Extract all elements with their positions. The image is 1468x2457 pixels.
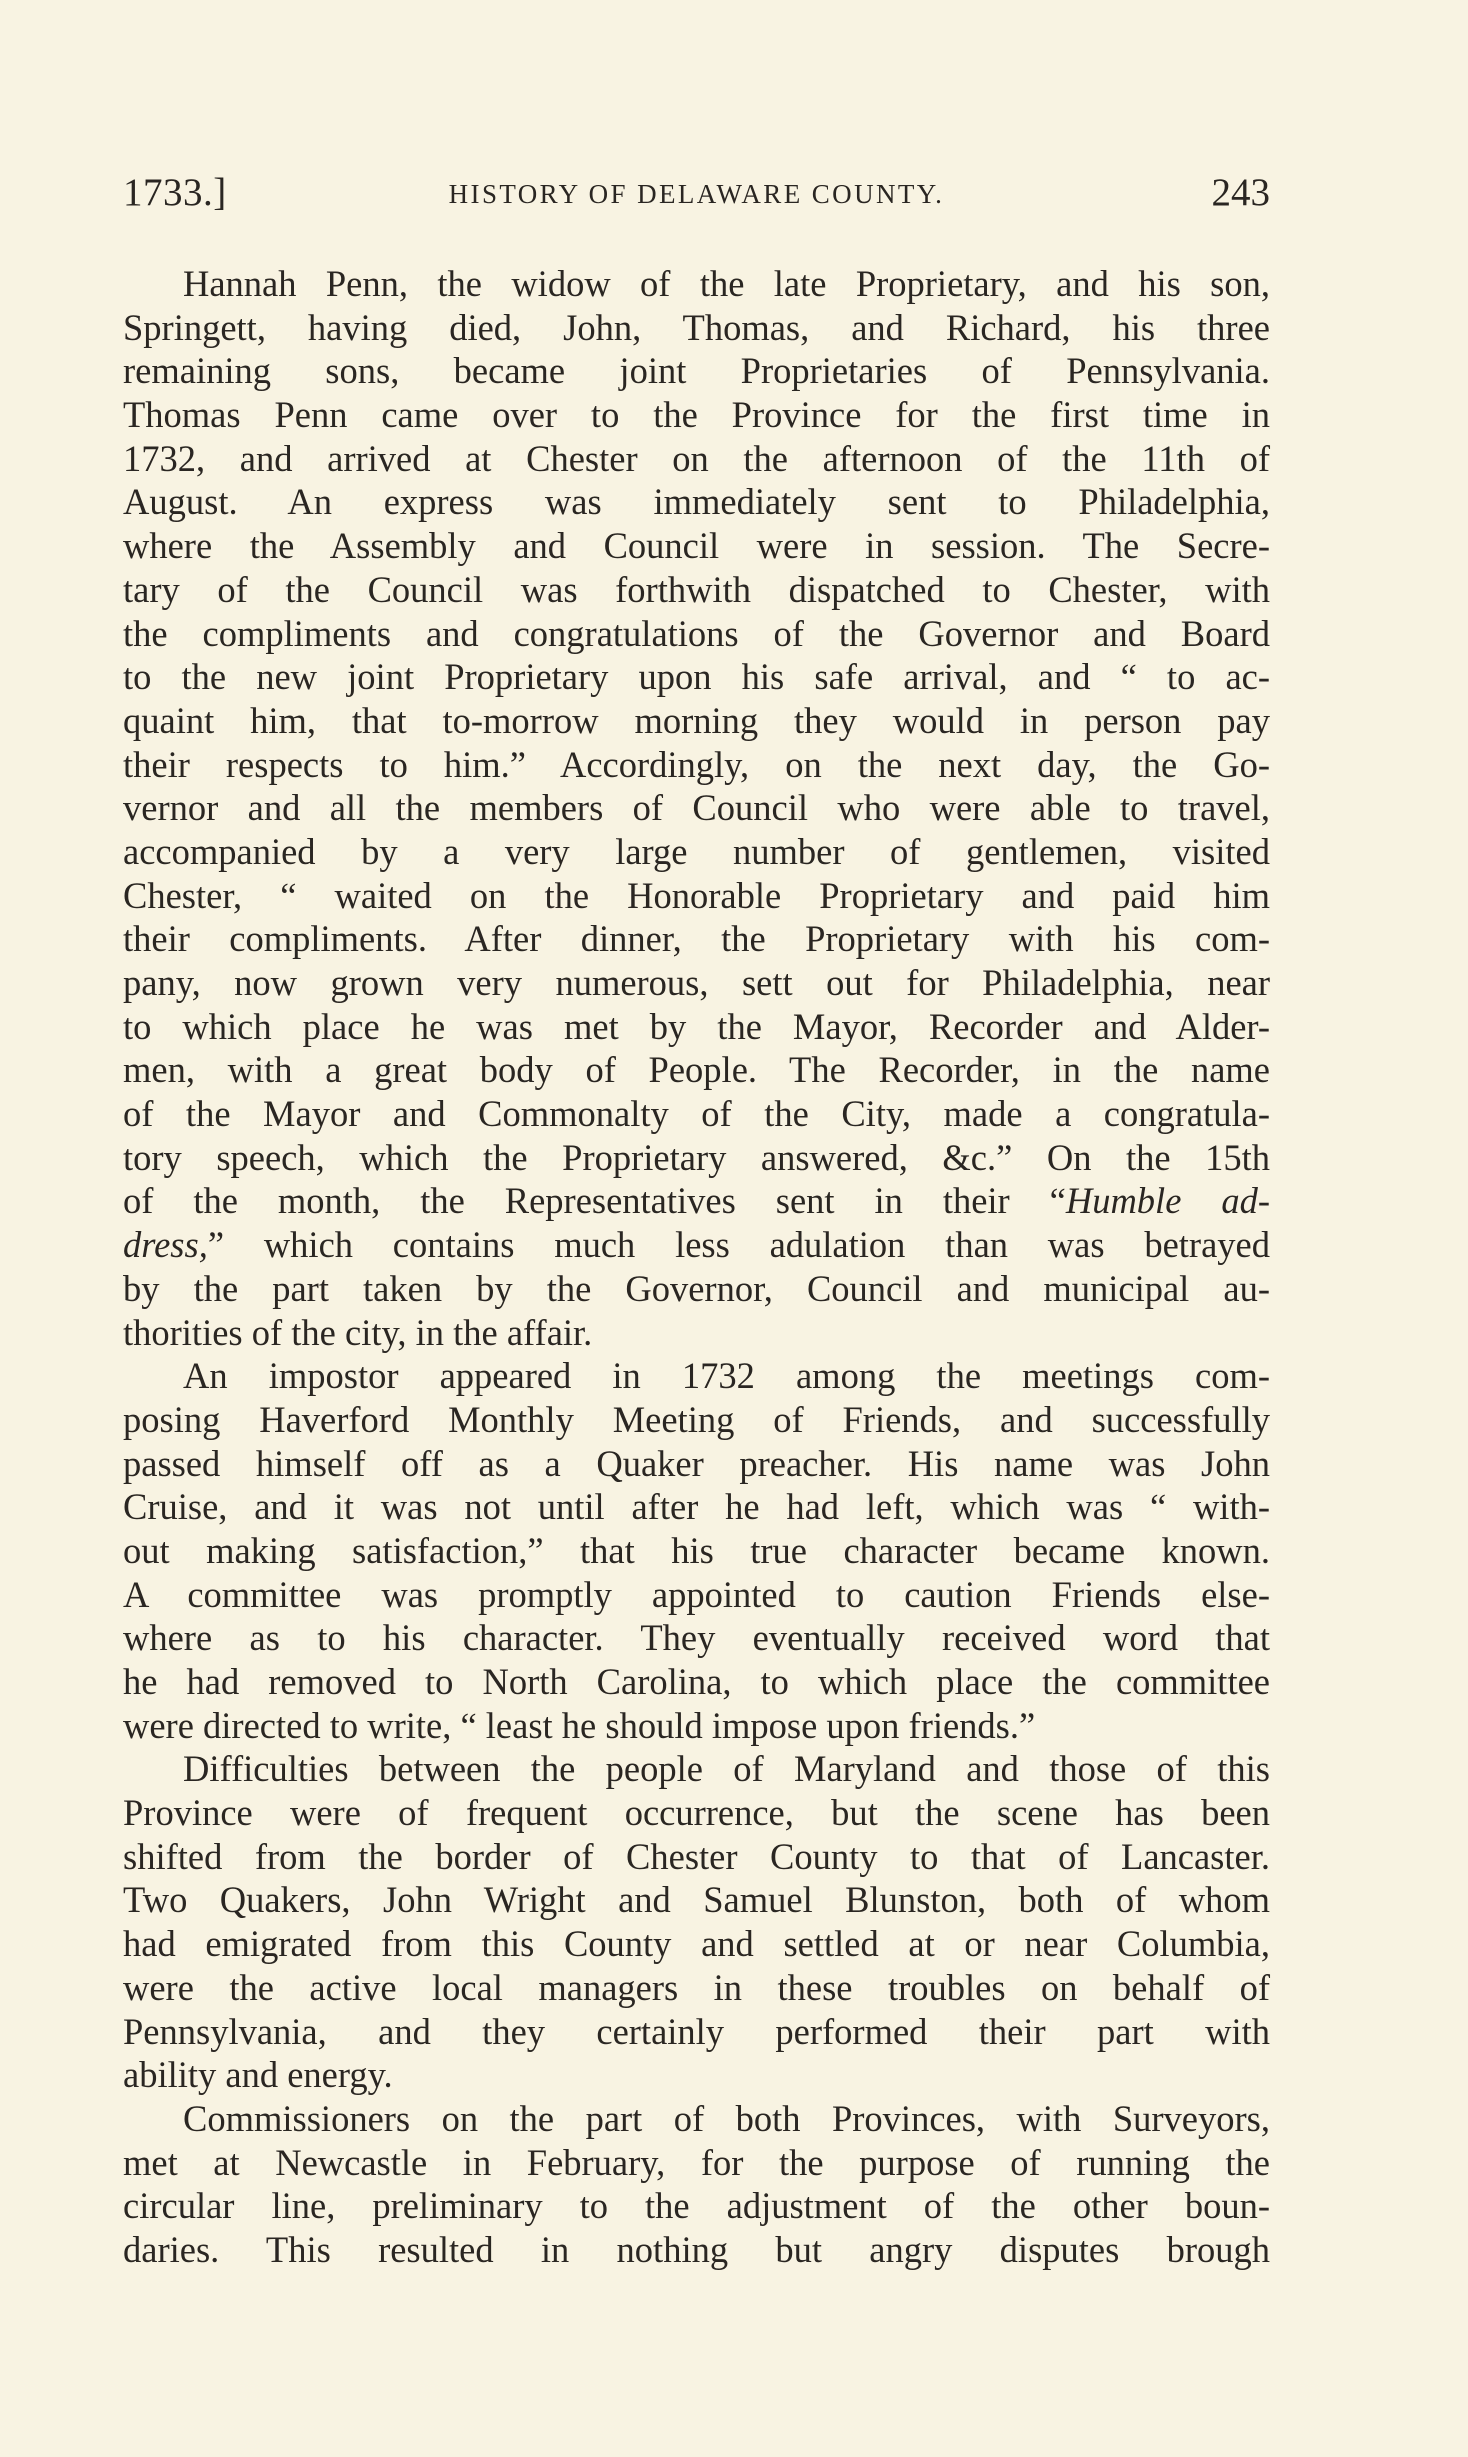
text-line: tory speech, which the Proprietary answered, &c.” On the 15th: [123, 1136, 1270, 1178]
text-line: August. An express was immediately sent to Philadelphia,: [123, 481, 1270, 523]
text-line: An impostor appeared in 1732 among the meetings com-: [183, 1355, 1270, 1397]
text-line: by the part taken by the Governor, Council and municipal au-: [123, 1267, 1270, 1309]
italic-phrase: Humble ad-: [1065, 1180, 1270, 1222]
body-text: [123, 262, 1270, 2272]
page-number: 243: [1211, 171, 1270, 214]
text-line: quaint him, that to-morrow morning they would in person pay: [123, 699, 1270, 741]
text-line: Province were of frequent occurrence, but the scene has been: [123, 1792, 1270, 1834]
text-line: of the Mayor and Commonalty of the City, made a congratula-: [123, 1093, 1270, 1135]
text-line: he had removed to North Carolina, to which place the committee: [123, 1661, 1270, 1702]
text-segment: ” which contains much less adulation than was betrayed: [207, 1224, 1270, 1266]
text-line: 1732, and arrived at Chester on the afternoon of the 11th of: [123, 437, 1270, 479]
text-line: were directed to write, “ least he should impose upon friends.”: [123, 1704, 1036, 1746]
running-head-year: 1733.]: [123, 171, 227, 214]
text-segment: of the month, the Representatives sent in their “: [123, 1180, 1066, 1222]
paragraph-3: [123, 1747, 1270, 2097]
running-head-title: HISTORY OF DELAWARE COUNTY.: [448, 179, 945, 209]
text-line: ability and energy.: [123, 2054, 393, 2096]
text-line: accompanied by a very large number of gentlemen, visited: [123, 830, 1270, 872]
text-line: where the Assembly and Council were in session. The Secre-: [123, 525, 1270, 567]
text-line: out making satisfaction,” that his true character became known.: [123, 1529, 1270, 1571]
text-line: tary of the Council was forthwith dispatched to Chester, with: [123, 568, 1270, 610]
text-line: A committee was promptly appointed to caution Friends else-: [123, 1573, 1270, 1615]
text-line: men, with a great body of People. The Recorder, in the name: [123, 1049, 1270, 1091]
text-line: remaining sons, became joint Proprietaries of Pennsylvania.: [123, 350, 1270, 392]
text-line: their respects to him.” Accordingly, on the next day, the Go-: [123, 743, 1270, 785]
text-line: posing Haverford Monthly Meeting of Friends, and successfully: [123, 1398, 1270, 1440]
text-line: Difficulties between the people of Maryland and those of this: [183, 1748, 1270, 1790]
text-line: the compliments and congratulations of the Governor and Board: [123, 612, 1270, 654]
text-line: Commissioners on the part of both Provinces, with Surveyors,: [183, 2097, 1270, 2139]
text-line: were the active local managers in these troubles on behalf of: [123, 1966, 1270, 2008]
text-line: Pennsylvania, and they certainly performed their part with: [123, 2010, 1270, 2052]
text-line: Hannah Penn, the widow of the late Proprietary, and his son,: [183, 263, 1270, 304]
text-line: to which place he was met by the Mayor, Recorder and Alder-: [123, 1005, 1270, 1047]
text-line: circular line, preliminary to the adjustment of the other boun-: [123, 2185, 1270, 2227]
text-line: vernor and all the members of Council who were able to travel,: [123, 787, 1270, 829]
italic-phrase: dress,: [123, 1224, 208, 1266]
text-line: thorities of the city, in the affair.: [123, 1311, 593, 1353]
text-line: where as to his character. They eventually received word that: [123, 1617, 1270, 1659]
text-line: Two Quakers, John Wright and Samuel Blunston, both of whom: [123, 1879, 1270, 1921]
text-line: daries. This resulted in nothing but angry disputes brough: [123, 2228, 1270, 2270]
text-line-with-italic: [123, 1223, 1270, 1267]
text-line: Thomas Penn came over to the Province for the first time in: [123, 394, 1270, 436]
paragraph-2: [123, 1354, 1270, 1747]
text-line: Springett, having died, John, Thomas, and Richard, his three: [123, 306, 1270, 348]
text-line: shifted from the border of Chester County to that of Lancaster.: [123, 1835, 1270, 1877]
text-line: Chester, “ waited on the Honorable Proprietary and paid him: [123, 874, 1270, 916]
text-line: passed himself off as a Quaker preacher. His name was John: [123, 1442, 1270, 1484]
paragraph-4: [123, 2097, 1270, 2272]
paragraph-1: [123, 262, 1270, 1354]
text-line: to the new joint Proprietary upon his safe arrival, and “ to ac-: [123, 656, 1270, 698]
text-line: Cruise, and it was not until after he had left, which was “ with-: [123, 1486, 1270, 1528]
running-head: [123, 170, 1270, 226]
text-line: pany, now grown very numerous, sett out for Philadelphia, near: [123, 962, 1270, 1003]
text-line: had emigrated from this County and settled at or near Columbia,: [123, 1923, 1270, 1965]
text-line: met at Newcastle in February, for the purpose of running the: [123, 2141, 1270, 2183]
text-line-with-italic: [123, 1179, 1270, 1223]
text-line: their compliments. After dinner, the Proprietary with his com-: [123, 918, 1270, 960]
